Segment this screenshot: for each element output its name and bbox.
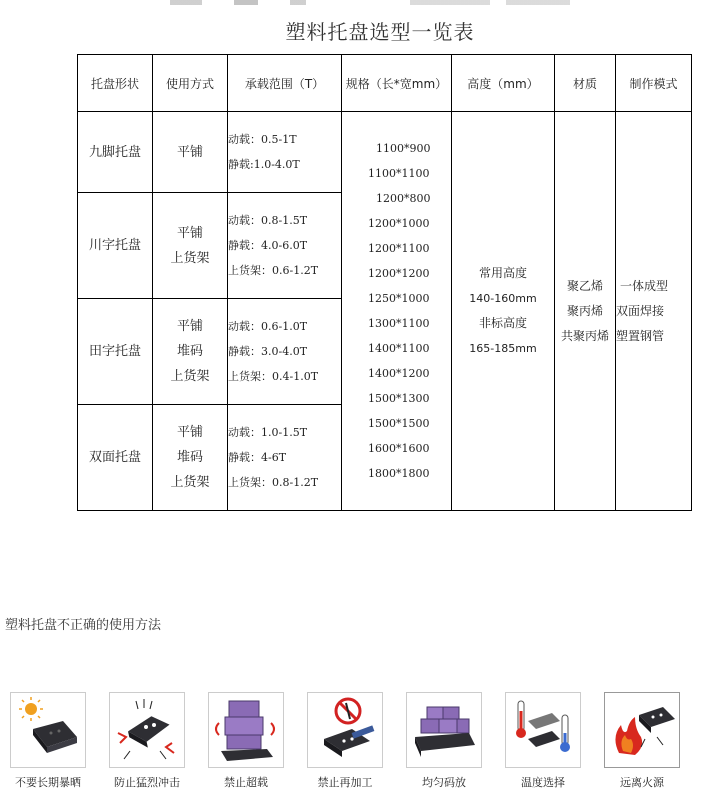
material-line: 共聚丙烯 — [560, 328, 609, 343]
warning-label: 禁止超载 — [224, 776, 268, 789]
usage-cell — [153, 112, 228, 193]
mode-line: 塑置钢管 — [616, 328, 665, 343]
shape-cell: 双面托盘 — [78, 405, 153, 511]
warning-card-fire — [604, 692, 680, 789]
material-line: 聚乙烯 — [566, 278, 603, 293]
usage-line: 上货架 — [170, 250, 210, 266]
header-shape: 托盘形状 — [78, 55, 153, 112]
mode-cell — [616, 112, 692, 511]
table-header-row — [78, 55, 692, 112]
warning-card-temperature — [505, 692, 581, 789]
warning-label: 均匀码放 — [422, 776, 466, 789]
shape-cell: 九脚托盘 — [78, 112, 153, 193]
usage-cell — [153, 405, 228, 511]
thermometer-pallet-icon — [506, 693, 580, 767]
usage-cell — [153, 193, 228, 299]
spec-item: 1500*1500 — [368, 417, 430, 430]
load-cell — [228, 299, 342, 405]
table-row — [78, 112, 692, 193]
load-line: 动载：1.0-1.5T — [228, 426, 308, 439]
load-cell — [228, 112, 342, 193]
warning-label: 禁止再加工 — [317, 776, 373, 789]
warning-label: 远离火源 — [620, 776, 664, 789]
warning-label: 防止猛烈冲击 — [114, 776, 180, 789]
height-line: 165-185mm — [469, 342, 537, 355]
usage-line: 堆码 — [176, 450, 203, 465]
usage-line: 平铺 — [176, 319, 203, 334]
pallet-spec-table — [77, 54, 692, 511]
warning-card-sun — [10, 692, 86, 789]
header-height: 高度（mm） — [452, 55, 555, 112]
header-spec: 规格（长*宽mm） — [342, 55, 452, 112]
material-line: 聚丙烯 — [566, 303, 603, 318]
load-line: 动载：0.6-1.0T — [228, 320, 308, 333]
spec-item: 1100*900 — [376, 142, 431, 155]
warning-card-overload — [208, 692, 284, 789]
warning-card-even-stacking — [406, 692, 482, 789]
page-title: 塑料托盘选型一览表 — [285, 20, 475, 44]
fire-pallet-icon — [605, 693, 679, 767]
spec-item: 1800*1800 — [368, 467, 430, 480]
usage-line: 平铺 — [176, 144, 203, 160]
cropped-top-strip — [170, 0, 570, 5]
load-line: 静载：3.0-4.0T — [228, 345, 308, 358]
warning-label: 温度选择 — [521, 776, 565, 789]
load-cell — [228, 193, 342, 299]
spec-item: 1200*800 — [376, 192, 431, 205]
shape-cell: 川字托盘 — [78, 193, 153, 299]
material-cell — [555, 112, 616, 511]
load-line: 上货架：0.8-1.2T — [228, 476, 319, 489]
usage-line: 上货架 — [170, 475, 210, 490]
shape-cell: 田字托盘 — [78, 299, 153, 405]
usage-line: 堆码 — [176, 344, 203, 359]
sun-pallet-icon — [11, 693, 85, 767]
section-caption: 塑料托盘不正确的使用方法 — [5, 618, 162, 633]
header-mode: 制作模式 — [616, 55, 692, 112]
load-line: 静载：4-6T — [228, 451, 287, 464]
usage-line: 上货架 — [170, 369, 210, 384]
spec-item: 1200*1100 — [368, 242, 430, 255]
warning-card-impact — [109, 692, 185, 789]
header-material: 材质 — [555, 55, 616, 112]
load-line: 动载：0.5-1T — [228, 133, 297, 146]
spec-item: 1200*1200 — [368, 267, 430, 280]
height-line: 常用高度 — [478, 266, 527, 280]
spec-item: 1250*1000 — [368, 292, 430, 305]
load-line: 上货架：0.6-1.2T — [228, 264, 319, 277]
load-line: 静载：4.0-6.0T — [228, 239, 308, 252]
height-cell — [452, 112, 555, 511]
mode-line: 一体成型 — [620, 278, 669, 293]
warning-label: 不要长期暴晒 — [15, 776, 81, 789]
usage-line: 平铺 — [176, 425, 203, 440]
spec-item: 1400*1200 — [368, 367, 430, 380]
spec-item: 1200*1000 — [368, 217, 430, 230]
header-usage: 使用方式 — [153, 55, 228, 112]
warning-card-no-rework — [307, 692, 383, 789]
usage-line: 平铺 — [176, 225, 203, 241]
load-line: 静载:1.0-4.0T — [228, 158, 300, 171]
usage-cell — [153, 299, 228, 405]
even-stacking-icon — [407, 693, 481, 767]
spec-item: 1500*1300 — [368, 392, 430, 405]
mode-line: 双面焊接 — [616, 303, 665, 318]
no-rework-icon — [308, 693, 382, 767]
height-line: 140-160mm — [469, 292, 537, 305]
spec-item: 1100*1100 — [368, 167, 430, 180]
spec-item: 1400*1100 — [368, 342, 430, 355]
header-load: 承载范围（T） — [228, 55, 342, 112]
spec-item: 1300*1100 — [368, 317, 430, 330]
load-line: 上货架：0.4-1.0T — [228, 370, 319, 383]
spec-list-cell — [342, 112, 452, 511]
height-line: 非标高度 — [478, 316, 527, 330]
load-line: 动载：0.8-1.5T — [228, 214, 308, 227]
impact-pallet-icon — [110, 693, 184, 767]
load-cell — [228, 405, 342, 511]
overload-pallet-icon — [209, 693, 283, 767]
spec-item: 1600*1600 — [368, 442, 430, 455]
